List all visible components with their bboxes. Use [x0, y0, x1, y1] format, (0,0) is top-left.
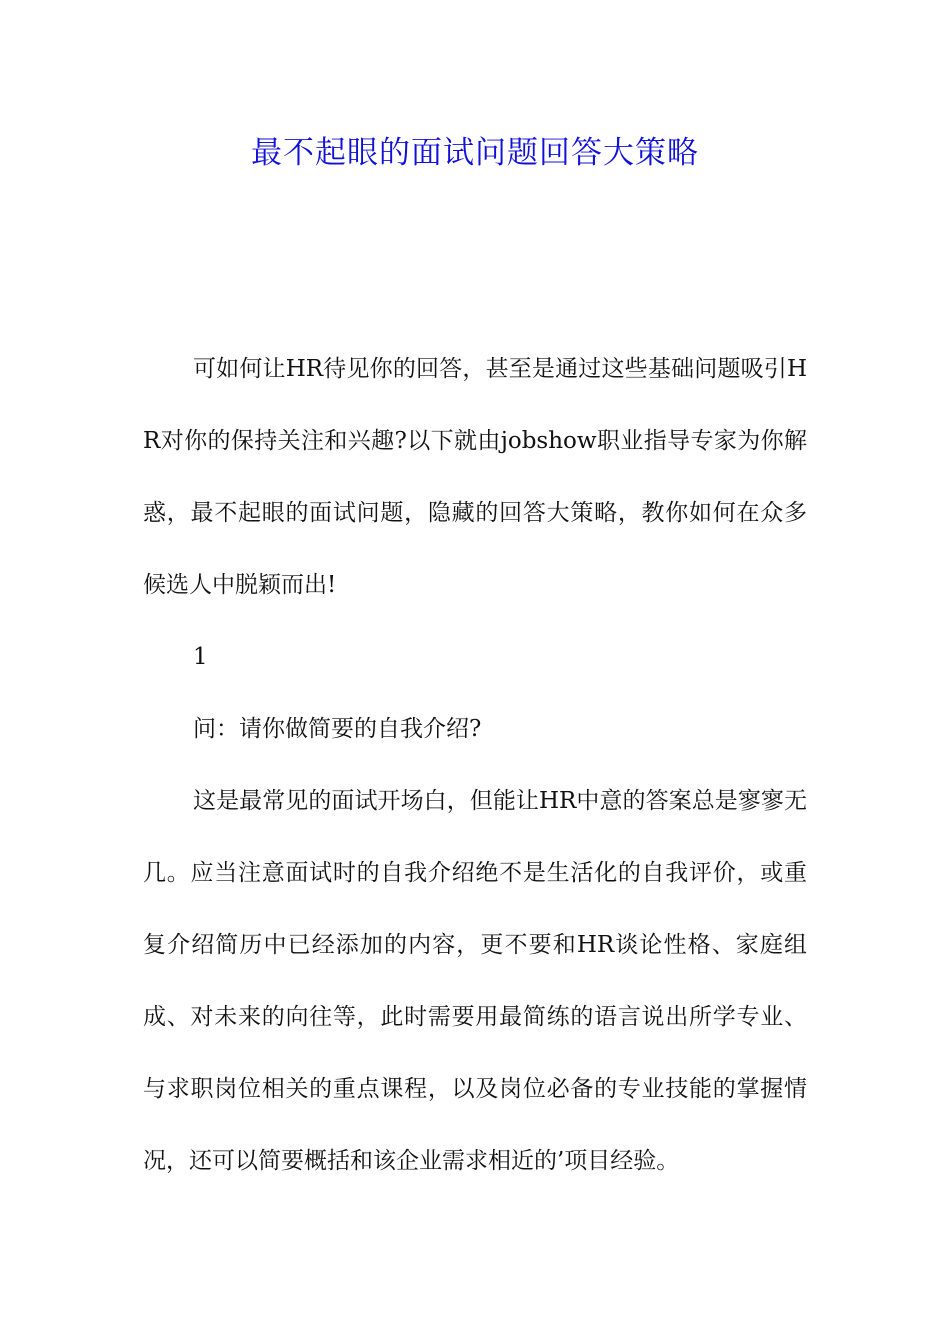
- document-title: 最不起眼的面试问题回答大策略: [251, 135, 699, 171]
- intro-paragraph: 可如何让HR待见你的回答，甚至是通过这些基础问题吸引HR对你的保持关注和兴趣?以下就由jobshow职业指导专家为你解惑，最不起眼的面试问题，隐藏的回答大策略，教你如何在众多候选人中脱颖而出!: [143, 356, 807, 598]
- document-body: [143, 333, 807, 1197]
- answer-paragraph: 这是最常见的面试开场白，但能让HR中意的答案总是寥寥无几。应当注意面试时的自我介绍绝不是生活化的自我评价，或重复介绍简历中已经添加的内容，更不要和HR谈论性格、家庭组成、对未来的向往等，此时需要用最简练的语言说出所学专业、与求职岗位相关的重点课程，以及岗位必备的专业技能的掌握情况，还可以简要概括和该企业需求相近的’项目经验。: [143, 788, 807, 1174]
- question-paragraph: 问：请你做简要的自我介绍?: [193, 716, 482, 742]
- section-number: 1: [193, 644, 208, 670]
